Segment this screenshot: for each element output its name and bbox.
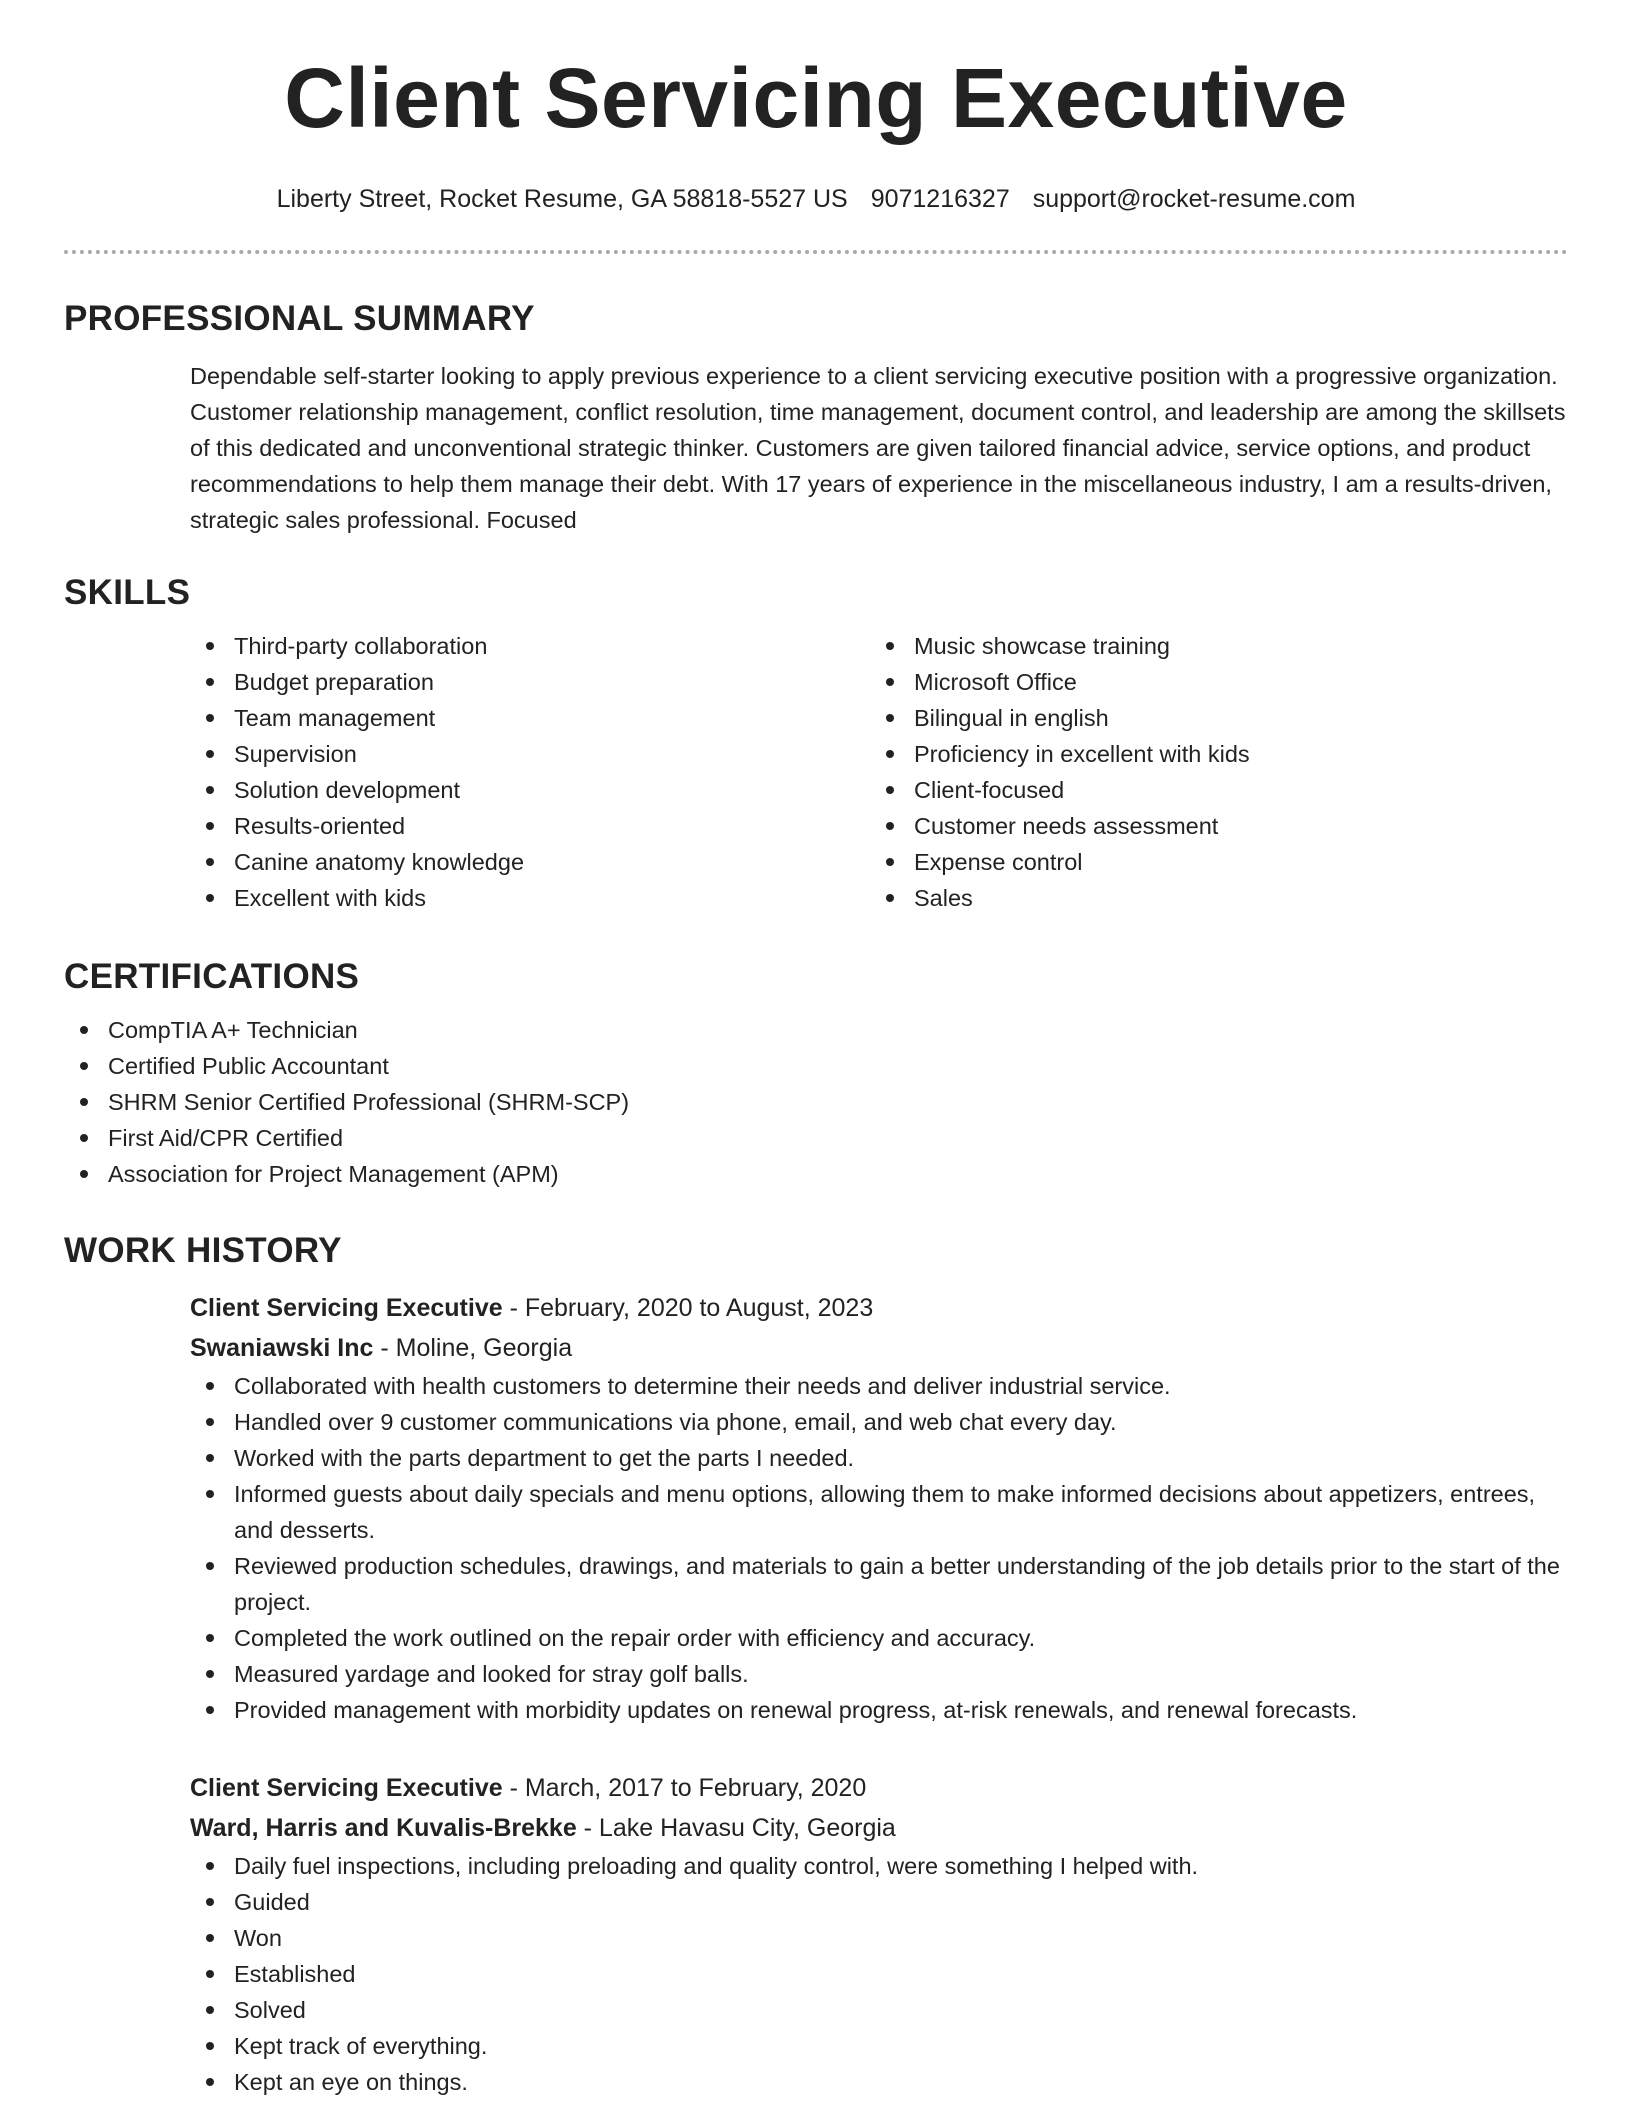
job-duty: Daily fuel inspections, including preloading and quality control, were something I helped with. — [190, 1848, 1568, 1884]
skill-item: Budget preparation — [190, 664, 870, 700]
work-history-title: WORK HISTORY — [64, 1231, 342, 1270]
job-dates: - March, 2017 to February, 2020 — [502, 1774, 867, 1802]
skill-item: Canine anatomy knowledge — [190, 844, 870, 880]
job-duty: Reviewed production schedules, drawings, and materials to gain a better understanding of the job details prior to the start of the project. — [190, 1548, 1568, 1620]
job-role-line — [190, 1288, 1568, 1328]
skill-item: Solution development — [190, 772, 870, 808]
job-location: - Moline, Georgia — [373, 1334, 573, 1362]
skill-item: Supervision — [190, 736, 870, 772]
contact-email: support@rocket-resume.com — [1032, 185, 1356, 213]
contact-line — [0, 182, 1632, 216]
job-location: - Lake Havasu City, Georgia — [576, 1814, 896, 1842]
summary-title: PROFESSIONAL SUMMARY — [64, 299, 535, 338]
job-duty: Measured yardage and looked for stray golf balls. — [190, 1656, 1568, 1692]
job-role: Client Servicing Executive — [190, 1294, 503, 1322]
skill-item: Music showcase training — [870, 628, 1550, 664]
job-duty: Collaborated with health customers to determine their needs and deliver industrial service. — [190, 1368, 1568, 1404]
certification-item: Certified Public Accountant — [64, 1048, 1568, 1084]
job-entry — [190, 1288, 1568, 1728]
job-entry — [190, 1768, 1568, 2100]
skill-item: Expense control — [870, 844, 1550, 880]
skill-item: Customer needs assessment — [870, 808, 1550, 844]
skill-item: Proficiency in excellent with kids — [870, 736, 1550, 772]
job-duty: Kept track of everything. — [190, 2028, 1568, 2064]
work-history-section — [64, 1230, 1568, 2100]
job-company: Ward, Harris and Kuvalis-Brekke — [190, 1814, 577, 1842]
job-duty: Established — [190, 1956, 1568, 1992]
skills-title: SKILLS — [64, 573, 191, 612]
skills-list-right — [870, 628, 1550, 916]
summary-text: Dependable self-starter looking to apply previous experience to a client servicing executive position with a progressive organization. Customer relationship management, conflict resolution, time management, document control, and leadership are among the skillsets of this dedicated and unconventional strategic thinker. Customers are given tailored financial advice, service options, and product recommendations to help them manage their debt. With 17 years of experience in the miscellaneous industry, I am a results-driven, strategic sales professional. Focused — [190, 363, 1566, 533]
skills-grid — [190, 628, 1568, 916]
skill-item: Client-focused — [870, 772, 1550, 808]
skills-section — [64, 572, 1568, 916]
certifications-section — [64, 956, 1568, 1192]
job-duties — [190, 1368, 1568, 1728]
job-duty: Won — [190, 1920, 1568, 1956]
job-role: Client Servicing Executive — [190, 1774, 503, 1802]
resume-name: Client Servicing Executive — [284, 51, 1348, 145]
skill-item: Sales — [870, 880, 1550, 916]
skill-item: Results-oriented — [190, 808, 870, 844]
contact-address: Liberty Street, Rocket Resume, GA 58818-5527 US — [276, 185, 848, 213]
skill-item: Team management — [190, 700, 870, 736]
job-company: Swaniawski Inc — [190, 1334, 374, 1362]
job-duty: Kept an eye on things. — [190, 2064, 1568, 2100]
job-duty: Handled over 9 customer communications via phone, email, and web chat every day. — [190, 1404, 1568, 1440]
job-role-line — [190, 1768, 1568, 1808]
skill-item: Microsoft Office — [870, 664, 1550, 700]
certifications-title: CERTIFICATIONS — [64, 957, 360, 996]
contact-phone: 9071216327 — [870, 185, 1010, 213]
job-duty: Worked with the parts department to get the parts I needed. — [190, 1440, 1568, 1476]
certification-item: CompTIA A+ Technician — [64, 1012, 1568, 1048]
job-duty: Guided — [190, 1884, 1568, 1920]
job-duty: Solved — [190, 1992, 1568, 2028]
summary-section — [64, 298, 1568, 538]
job-duties — [190, 1848, 1568, 2100]
certification-item: SHRM Senior Certified Professional (SHRM-SCP) — [64, 1084, 1568, 1120]
certifications-list — [64, 1012, 1568, 1192]
certification-item: Association for Project Management (APM) — [64, 1156, 1568, 1192]
skills-list-left — [190, 628, 870, 916]
skill-item: Third-party collaboration — [190, 628, 870, 664]
job-company-line — [190, 1808, 1568, 1848]
skill-item: Excellent with kids — [190, 880, 870, 916]
header-divider — [64, 250, 1568, 254]
job-duty: Completed the work outlined on the repair order with efficiency and accuracy. — [190, 1620, 1568, 1656]
job-duty: Informed guests about daily specials and menu options, allowing them to make informed decisions about appetizers, entrees, and desserts. — [190, 1476, 1568, 1548]
skill-item: Bilingual in english — [870, 700, 1550, 736]
job-dates: - February, 2020 to August, 2023 — [502, 1294, 874, 1322]
job-company-line — [190, 1328, 1568, 1368]
job-duty: Provided management with morbidity updates on renewal progress, at-risk renewals, and renewal forecasts. — [190, 1692, 1568, 1728]
certification-item: First Aid/CPR Certified — [64, 1120, 1568, 1156]
